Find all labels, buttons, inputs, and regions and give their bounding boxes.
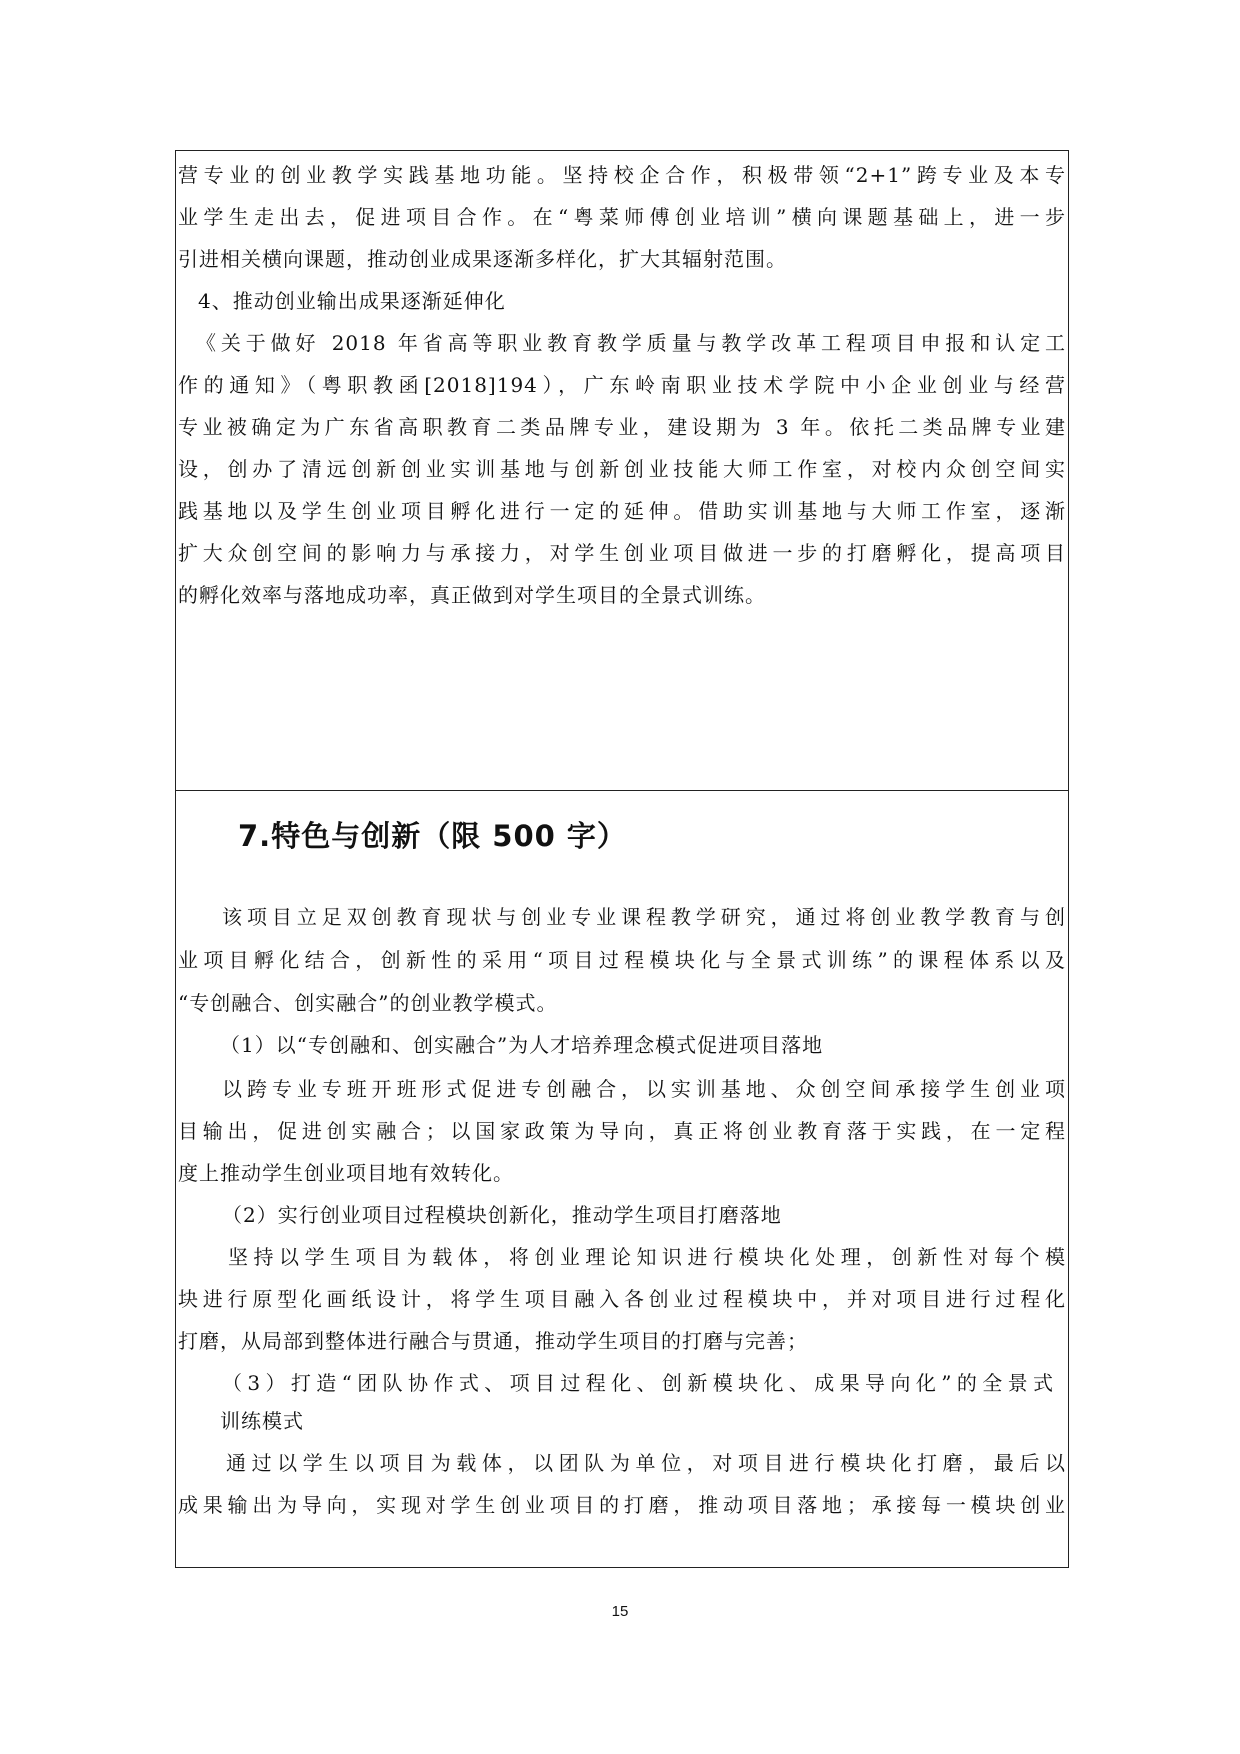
subsection-heading: 4、推动创业输出成果逐渐延伸化	[198, 289, 506, 313]
text-line: 专业被确定为广东省高职教育二类品牌专业，建设期为 3 年。依托二类品牌专业建	[178, 415, 1066, 439]
text-line: 的孵化效率与落地成功率，真正做到对学生项目的全景式训练。	[178, 583, 766, 607]
subsection-heading: （2）实行创业项目过程模块创新化，推动学生项目打磨落地	[222, 1203, 782, 1227]
text-line: 度上推动学生创业项目地有效转化。	[178, 1161, 514, 1185]
text-line: 该项目立足双创教育现状与创业专业课程教学研究，通过将创业教学教育与创	[222, 905, 1066, 929]
text-line: 目输出，促进创实融合；以国家政策为导向，真正将创业教育落于实践，在一定程	[178, 1119, 1066, 1143]
text-line: 引进相关横向课题，推动创业成果逐渐多样化，扩大其辐射范围。	[178, 247, 787, 271]
text-line: “专创融合、创实融合”的创业教学模式。	[178, 991, 558, 1015]
row-divider	[176, 790, 1068, 791]
text-line: 成果输出为导向，实现对学生创业项目的打磨，推动项目落地；承接每一模块创业	[178, 1493, 1066, 1517]
text-line: 业学生走出去，促进项目合作。在“粤菜师傅创业培训”横向课题基础上，进一步	[178, 205, 1066, 229]
text-line: 《关于做好 2018 年省高等职业教育教学质量与教学改革工程项目申报和认定工	[196, 331, 1066, 355]
subsection-heading-continued: 训练模式	[220, 1409, 304, 1433]
text-line: 作的通知》（粤职教函[2018]194），广东岭南职业技术学院中小企业创业与经营	[178, 373, 1066, 397]
text-line: 设，创办了清远创新创业实训基地与创新创业技能大师工作室，对校内众创空间实	[178, 457, 1066, 481]
subsection-heading: （3）打造“团队协作式、项目过程化、创新模块化、成果导向化”的全景式	[222, 1371, 1054, 1395]
text-line: 坚持以学生项目为载体，将创业理论知识进行模块化处理，创新性对每个模	[228, 1245, 1066, 1269]
text-line: 通过以学生以项目为载体，以团队为单位，对项目进行模块化打磨，最后以	[226, 1451, 1066, 1475]
section-title: 7.特色与创新（限 500 字）	[238, 819, 627, 853]
text-line: 打磨，从局部到整体进行融合与贯通，推动学生项目的打磨与完善；	[178, 1329, 808, 1353]
page-number: 15	[611, 1603, 629, 1620]
form-table	[175, 150, 1069, 1568]
text-line: 块进行原型化画纸设计，将学生项目融入各创业过程模块中，并对项目进行过程化	[178, 1287, 1066, 1311]
text-line: 业项目孵化结合，创新性的采用“项目过程模块化与全景式训练”的课程体系以及	[178, 948, 1066, 972]
text-line: 践基地以及学生创业项目孵化进行一定的延伸。借助实训基地与大师工作室，逐渐	[178, 499, 1066, 523]
text-line: 以跨专业专班开班形式促进专创融合，以实训基地、众创空间承接学生创业项	[222, 1077, 1066, 1101]
text-line: 营专业的创业教学实践基地功能。坚持校企合作，积极带领“2+1”跨专业及本专	[178, 163, 1066, 187]
text-line: 扩大众创空间的影响力与承接力，对学生创业项目做进一步的打磨孵化，提高项目	[178, 541, 1066, 565]
subsection-heading: （1）以“专创融和、创实融合”为人才培养理念模式促进项目落地	[220, 1033, 824, 1057]
